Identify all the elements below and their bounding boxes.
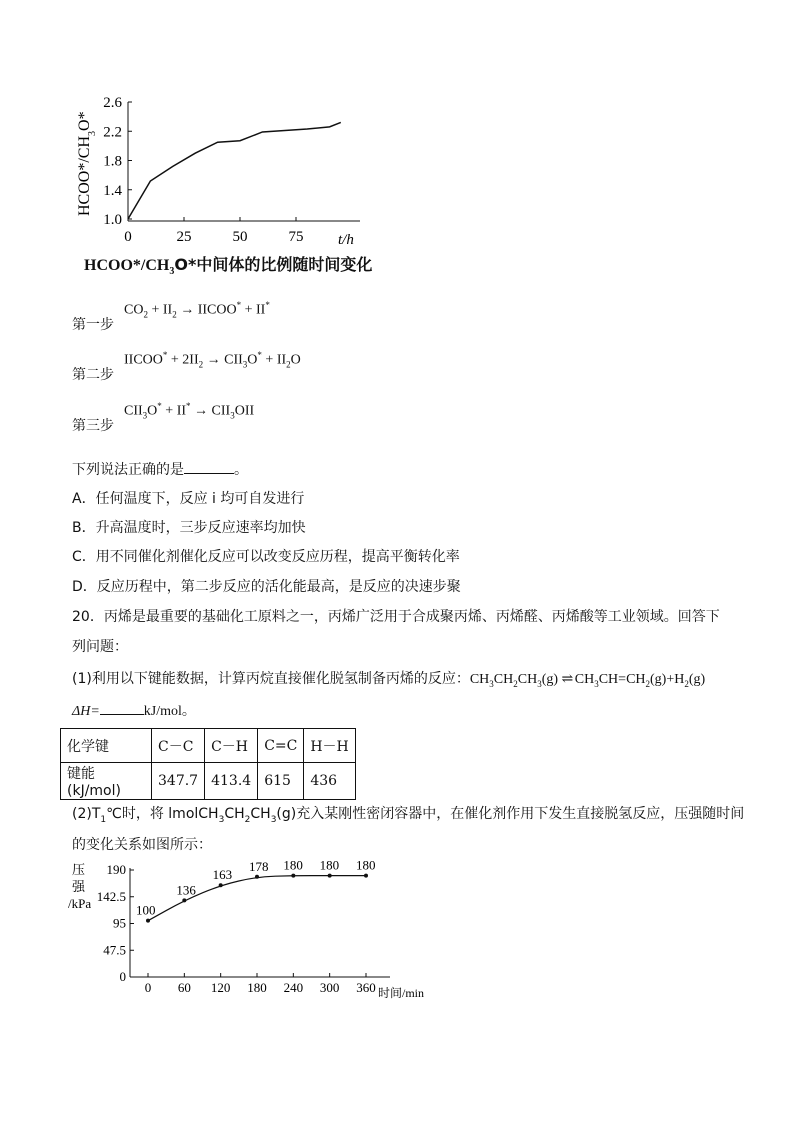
table-cell: 413.4 <box>205 763 258 800</box>
x-tick-label: 120 <box>210 980 231 995</box>
x-tick-label: 180 <box>247 980 267 995</box>
x-tick-label: 240 <box>283 980 304 995</box>
q20-part2-line2: 的变化关系如图所示： <box>72 837 212 853</box>
data-label: 136 <box>176 882 196 898</box>
table-cell: H－H <box>304 729 355 763</box>
delta-h-blank <box>100 714 144 715</box>
q20-delta-h: ΔH= kJ/mol。 <box>72 704 196 719</box>
y-tick-label: 0 <box>119 969 126 984</box>
y-tick-label: 1.8 <box>103 153 122 170</box>
step-3-label: 第三步 <box>72 418 114 434</box>
q20-part1: (1)利用以下键能数据，计算丙烷直接催化脱氢制备丙烯的反应：$CH_3CH_2CH_3(g)$ ⇌ $CH_3CH=CH_2(g)+H_2(g)$ <box>72 671 706 689</box>
x-tick-label: 50 <box>232 229 248 245</box>
pressure-chart-x-ticks <box>145 973 376 995</box>
x-tick-label: 360 <box>356 980 376 995</box>
step-2-label: 第二步 <box>72 367 114 383</box>
table-cell: C－H <box>205 729 258 763</box>
y-tick-label: 1.4 <box>103 182 122 199</box>
ratio-chart-series-line <box>128 122 341 219</box>
table-cell: 615 <box>258 763 304 800</box>
pressure-chart-point-labels <box>136 858 376 918</box>
table-row <box>61 763 356 800</box>
option-a: A．任何温度下，反应 i 均可自发进行 <box>72 491 305 507</box>
data-label: 180 <box>319 857 340 873</box>
option-d: D．反应历程中，第二步反应的活化能最高，是反应的决速步聚 <box>72 579 461 595</box>
x-tick-label: 25 <box>176 229 192 245</box>
data-point <box>219 883 223 887</box>
data-point <box>146 919 150 923</box>
q20-intro-line1: 20．丙烯是最重要的基础化工原料之一，丙烯广泛用于合成聚丙烯、丙烯醛、丙烯酸等工业领域。回答下 <box>72 609 720 625</box>
data-point <box>291 874 295 878</box>
step-1-label: 第一步 <box>72 317 114 333</box>
ratio-chart <box>60 88 380 248</box>
table-cell: 347.7 <box>152 763 205 800</box>
ratio-chart-x-label: t/h <box>338 232 354 248</box>
data-label: 178 <box>249 858 269 874</box>
y-label-line: 强 <box>72 879 86 894</box>
pressure-chart-x-label: 时间/min <box>378 986 425 1000</box>
q20-part2-line1: $(2)T_1℃$时，将 $lmolCH_3CH_2CH_3(g)$充入某刚性密闭容器中，在催化剂作用下发生直接脱氢反应，压强随时间 <box>72 806 745 825</box>
pressure-chart <box>60 856 460 1006</box>
table-cell: C=C <box>258 729 304 763</box>
y-label-line: /kPa <box>68 896 92 911</box>
table-row <box>61 729 356 763</box>
step-3-equation: $CII_3O^* + II^* \to CII_3OII$ <box>124 401 255 421</box>
y-tick-label: 190 <box>106 862 126 877</box>
y-tick-label: 2.6 <box>103 95 122 111</box>
table-cell: C－C <box>152 729 205 763</box>
pressure-chart-y-ticks <box>97 862 134 984</box>
ratio-chart-axes <box>128 102 360 221</box>
data-point <box>364 874 368 878</box>
ratio-chart-caption: $HCOO*/CH_3O*$中间体的比例随时间变化 <box>84 255 373 278</box>
y-tick-label: 95 <box>113 915 126 931</box>
data-label: 180 <box>283 857 303 873</box>
data-label: 180 <box>356 857 376 873</box>
y-tick-label: 2.2 <box>103 124 122 141</box>
data-point <box>182 898 186 902</box>
q20-reaction: $CH_3CH_2CH_3(g)$ ⇌ $CH_3CH=CH_2(g)+H_2(g)$ <box>469 672 706 689</box>
q20-intro-line2: 列问题： <box>72 639 128 655</box>
step-1-equation: $CO_2 + II_2$ → IICOO* + II* <box>124 300 270 320</box>
x-tick-label: 0 <box>124 229 132 245</box>
pressure-chart-y-label <box>68 862 91 911</box>
x-tick-label: 75 <box>288 229 304 245</box>
step-2-equation: IICOO* + $2II_2 \to CII_3O^* + II_2O$ <box>124 350 301 370</box>
question-prompt: 下列说法正确的是 。 <box>72 462 248 478</box>
option-c: C．用不同催化剂催化反应可以改变反应历程，提高平衡转化率 <box>72 549 460 565</box>
answer-blank <box>184 473 234 474</box>
data-label: 100 <box>136 902 156 918</box>
x-tick-label: 0 <box>144 980 152 995</box>
table-cell: 键能(kJ/mol) <box>61 763 152 800</box>
data-point <box>255 875 259 879</box>
x-tick-label: 60 <box>177 980 191 995</box>
ratio-chart-y-label: $HCOO*/CH_3O*$ <box>76 111 98 216</box>
bond-energy-table <box>60 728 356 800</box>
option-b: B．升高温度时，三步反应速率均加快 <box>72 520 306 536</box>
pressure-chart-points <box>146 874 368 923</box>
data-point <box>328 874 332 878</box>
y-tick-label: 47.5 <box>103 942 126 958</box>
pressure-chart-axes <box>130 868 390 977</box>
y-label-line: 压 <box>72 862 86 877</box>
x-tick-label: 300 <box>319 980 340 995</box>
data-label: 163 <box>212 867 233 883</box>
table-cell: 化学键 <box>61 729 152 763</box>
y-tick-label: 142.5 <box>96 888 126 904</box>
table-cell: 436 <box>304 763 355 800</box>
y-tick-label: 1.0 <box>103 212 122 228</box>
